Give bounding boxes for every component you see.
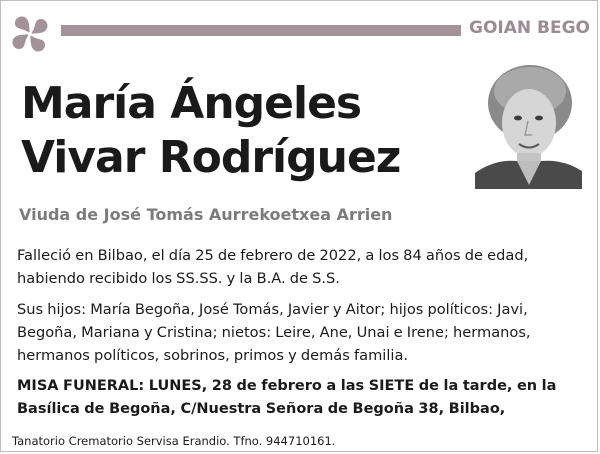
funeral-mass-text: MISA FUNERAL: LUNES, 28 de febrero a las SIETE de la tarde, en la Basílica de Begoña, C/Nuestra Señora de Begoña 38, Bilbao,: [17, 378, 557, 417]
funeral-home-contact: Tanatorio Crematorio Servisa Erandio. Tfno. 944710161.: [12, 434, 336, 448]
name-line-2: Vivar Rodríguez: [21, 132, 401, 183]
brand-label: GOIAN BEGO: [469, 18, 591, 38]
family-text: Sus hijos: María Begoña, José Tomás, Javier y Aitor; hijos políticos: Javi, Begoña, Mariana y Cristina; nietos: Leire, Ane, Unai e Irene; hermanos, hermanos políticos, sobrinos, primos y demás familia.: [17, 301, 531, 364]
widow-of-line: Viuda de José Tomás Aurrekoetxea Arrien: [19, 205, 393, 224]
header-bar: [61, 25, 461, 36]
portrait-photo: [475, 61, 582, 189]
lauburu-icon: [5, 9, 55, 59]
death-notice-text: Falleció en Bilbao, el día 25 de febrero de 2022, a los 84 años de edad, habiendo recibido los SS.SS. y la B.A. de S.S.: [17, 247, 529, 287]
deceased-name: [21, 77, 400, 185]
name-line-1: María Ángeles: [21, 78, 362, 129]
portrait-image: [475, 61, 582, 189]
